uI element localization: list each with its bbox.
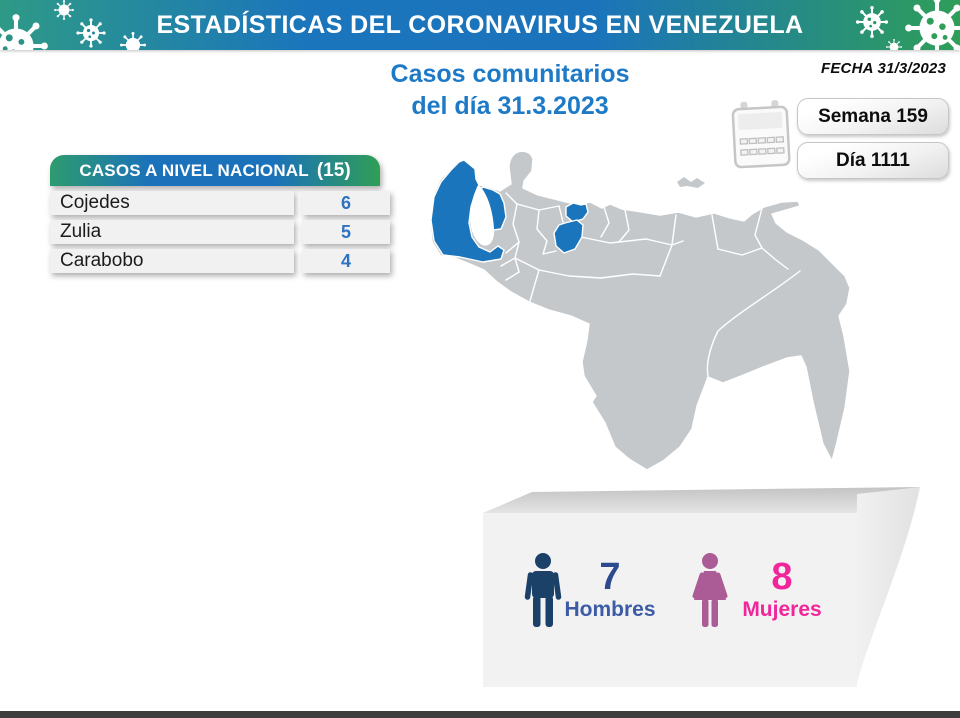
table-header-total: (15) <box>316 159 351 181</box>
bottom-divider-bar <box>0 711 960 718</box>
men-label: Hombres <box>564 598 656 621</box>
panel-fold <box>483 487 920 513</box>
daily-cases-title-line1: Casos comunitarios <box>390 60 630 88</box>
daily-cases-title <box>345 58 675 122</box>
state-cases: 5 <box>302 220 390 244</box>
women-label: Mujeres <box>742 598 822 621</box>
state-name: Cojedes <box>50 191 294 215</box>
state-cases: 4 <box>302 249 390 273</box>
state-name: Zulia <box>50 220 294 244</box>
panel-page-curl <box>856 487 920 686</box>
header-banner <box>0 0 960 50</box>
daily-cases-title-line2: del día 31.3.2023 <box>411 92 609 120</box>
national-cases-table <box>50 155 380 273</box>
table-row <box>50 249 380 273</box>
date-label: FECHA 31/3/2023 <box>820 60 946 77</box>
women-count: 8 <box>771 556 793 598</box>
map-margarita-island <box>677 177 705 188</box>
state-cases: 6 <box>302 191 390 215</box>
venezuela-map <box>420 145 960 485</box>
table-header-label: CASOS A NIVEL NACIONAL <box>79 160 309 180</box>
state-name: Carabobo <box>50 249 294 273</box>
day-badge: Día 1111 <box>797 142 949 179</box>
table-row <box>50 191 380 215</box>
men-count: 7 <box>599 556 621 598</box>
table-header <box>50 155 380 186</box>
page-title: ESTADÍSTICAS DEL CORONAVIRUS EN VENEZUELA <box>156 10 804 39</box>
week-badge: Semana 159 <box>797 98 949 135</box>
table-row <box>50 220 380 244</box>
